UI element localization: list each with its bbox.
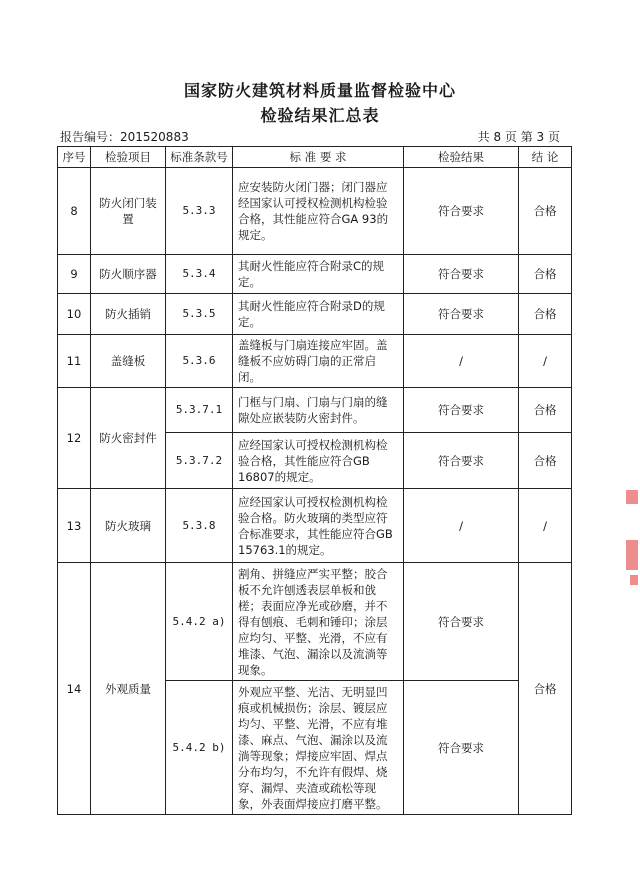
report-number: 报告编号：201520883 bbox=[60, 130, 189, 144]
row-result: 符合要求 bbox=[404, 294, 519, 335]
row-no: 10 bbox=[58, 294, 91, 335]
row-clause: 5.3.4 bbox=[166, 255, 233, 294]
row-result: / bbox=[404, 335, 519, 388]
col-header-item: 检验项目 bbox=[91, 147, 166, 168]
row-item: 防火顺序器 bbox=[91, 255, 166, 294]
row-conclusion: 合格 bbox=[519, 388, 572, 433]
row-clause: 5.4.2 b) bbox=[166, 681, 233, 815]
table-row bbox=[58, 489, 572, 563]
table-row bbox=[58, 335, 572, 388]
row-conclusion: 合格 bbox=[519, 255, 572, 294]
row-conclusion: / bbox=[519, 335, 572, 388]
row-requirement: 割角、拼缝应严实平整；胶合板不允许刨透表层单板和戗槎；表面应净光或砂磨，并不得有刨痕、毛刺和锤印；涂层应均匀、平整、光滑，不应有堆漆、气泡、漏涂以及流淌等现象。 bbox=[233, 563, 404, 681]
row-item: 防火闭门装置 bbox=[91, 168, 166, 255]
row-clause: 5.4.2 a) bbox=[166, 563, 233, 681]
col-header-conclusion: 结 论 bbox=[519, 147, 572, 168]
red-stamp-mark bbox=[626, 490, 638, 504]
row-clause: 5.3.7.2 bbox=[166, 433, 233, 489]
col-header-clause: 标准条款号 bbox=[166, 147, 233, 168]
row-clause: 5.3.7.1 bbox=[166, 388, 233, 433]
row-requirement: 盖缝板与门扇连接应牢固。盖缝板不应妨碍门扇的正常启闭。 bbox=[233, 335, 404, 388]
row-no: 13 bbox=[58, 489, 91, 563]
document-subtitle: 检验结果汇总表 bbox=[260, 106, 380, 125]
row-conclusion: / bbox=[519, 489, 572, 563]
row-item: 外观质量 bbox=[91, 563, 166, 815]
row-result: 符合要求 bbox=[404, 255, 519, 294]
row-item: 防火密封件 bbox=[91, 388, 166, 489]
row-item: 防火插销 bbox=[91, 294, 166, 335]
row-result: / bbox=[404, 489, 519, 563]
col-header-no: 序号 bbox=[58, 147, 91, 168]
row-result: 符合要求 bbox=[404, 681, 519, 815]
row-requirement: 应安装防火闭门器；闭门器应经国家认可授权检测机构检验合格，其性能应符合GA 93的规定。 bbox=[233, 168, 404, 255]
row-conclusion: 合格 bbox=[519, 168, 572, 255]
row-requirement: 其耐火性能应符合附录C的规定。 bbox=[233, 255, 404, 294]
row-result: 符合要求 bbox=[404, 388, 519, 433]
row-clause: 5.3.6 bbox=[166, 335, 233, 388]
results-table bbox=[57, 146, 572, 815]
row-clause: 5.3.8 bbox=[166, 489, 233, 563]
row-requirement: 应经国家认可授权检测机构检验合格。防火玻璃的类型应符合标准要求，其性能应符合GB 15763.1的规定。 bbox=[233, 489, 404, 563]
row-item: 盖缝板 bbox=[91, 335, 166, 388]
row-result: 符合要求 bbox=[404, 433, 519, 489]
row-clause: 5.3.5 bbox=[166, 294, 233, 335]
red-stamp-mark bbox=[630, 575, 638, 585]
col-header-requirement: 标 准 要 求 bbox=[233, 147, 404, 168]
row-requirement: 其耐火性能应符合附录D的规定。 bbox=[233, 294, 404, 335]
row-no: 12 bbox=[58, 388, 91, 489]
row-result: 符合要求 bbox=[404, 563, 519, 681]
table-row bbox=[58, 168, 572, 255]
col-header-result: 检验结果 bbox=[404, 147, 519, 168]
table-row bbox=[58, 255, 572, 294]
row-item: 防火玻璃 bbox=[91, 489, 166, 563]
row-requirement: 外观应平整、光洁、无明显凹痕或机械损伤；涂层、镀层应均匀、平整、光滑，不应有堆漆、麻点、气泡、漏涂以及流淌等现象；焊接应牢固、焊点分布均匀，不允许有假焊、烧穿、漏焊、夹渣或疏松等现象，外表面焊接应打磨平整。 bbox=[233, 681, 404, 815]
row-conclusion: 合格 bbox=[519, 294, 572, 335]
row-conclusion: 合格 bbox=[519, 433, 572, 489]
document-title: 国家防火建筑材料质量监督检验中心 bbox=[183, 81, 456, 100]
table-row bbox=[58, 388, 572, 433]
row-requirement: 门框与门扇、门扇与门扇的缝隙处应嵌装防火密封件。 bbox=[233, 388, 404, 433]
row-conclusion: 合格 bbox=[519, 563, 572, 815]
row-clause: 5.3.3 bbox=[166, 168, 233, 255]
row-no: 11 bbox=[58, 335, 91, 388]
page-info: 共 8 页 第 3 页 bbox=[477, 130, 560, 144]
red-stamp-mark bbox=[626, 540, 638, 570]
table-row bbox=[58, 294, 572, 335]
row-result: 符合要求 bbox=[404, 168, 519, 255]
row-no: 14 bbox=[58, 563, 91, 815]
row-requirement: 应经国家认可授权检测机构检验合格，其性能应符合GB 16807的规定。 bbox=[233, 433, 404, 489]
table-row bbox=[58, 563, 572, 681]
row-no: 9 bbox=[58, 255, 91, 294]
row-no: 8 bbox=[58, 168, 91, 255]
table-header-row bbox=[58, 147, 572, 168]
